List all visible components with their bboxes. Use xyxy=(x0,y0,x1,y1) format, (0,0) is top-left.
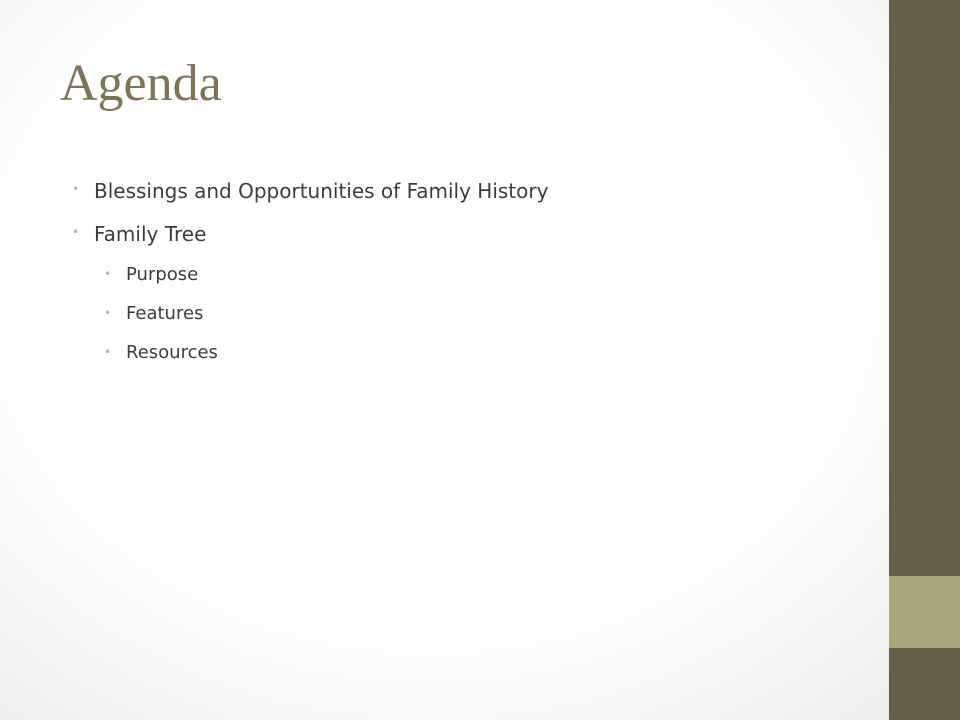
bullet-list xyxy=(72,174,852,377)
side-bar-accent xyxy=(889,576,960,648)
side-bar-bottom xyxy=(889,648,960,720)
list-item-text: Features xyxy=(126,303,204,324)
bullet-icon: • xyxy=(104,306,112,320)
bullet-icon: • xyxy=(104,267,112,281)
side-bar-top xyxy=(889,0,960,576)
list-item xyxy=(72,174,852,208)
list-item-text: Purpose xyxy=(126,264,199,285)
side-bar xyxy=(889,0,960,720)
bullet-icon: • xyxy=(72,182,80,196)
sub-list-item xyxy=(104,299,852,329)
list-item-text: Family Tree xyxy=(94,222,207,246)
list-item-text: Resources xyxy=(126,342,218,363)
slide-title: Agenda xyxy=(60,55,222,112)
list-item-text: Blessings and Opportunities of Family History xyxy=(94,179,549,203)
sub-list-item xyxy=(104,260,852,290)
sub-list-item xyxy=(104,338,852,368)
bullet-icon: • xyxy=(72,225,80,239)
bullet-icon: • xyxy=(104,345,112,359)
list-item xyxy=(72,217,852,251)
